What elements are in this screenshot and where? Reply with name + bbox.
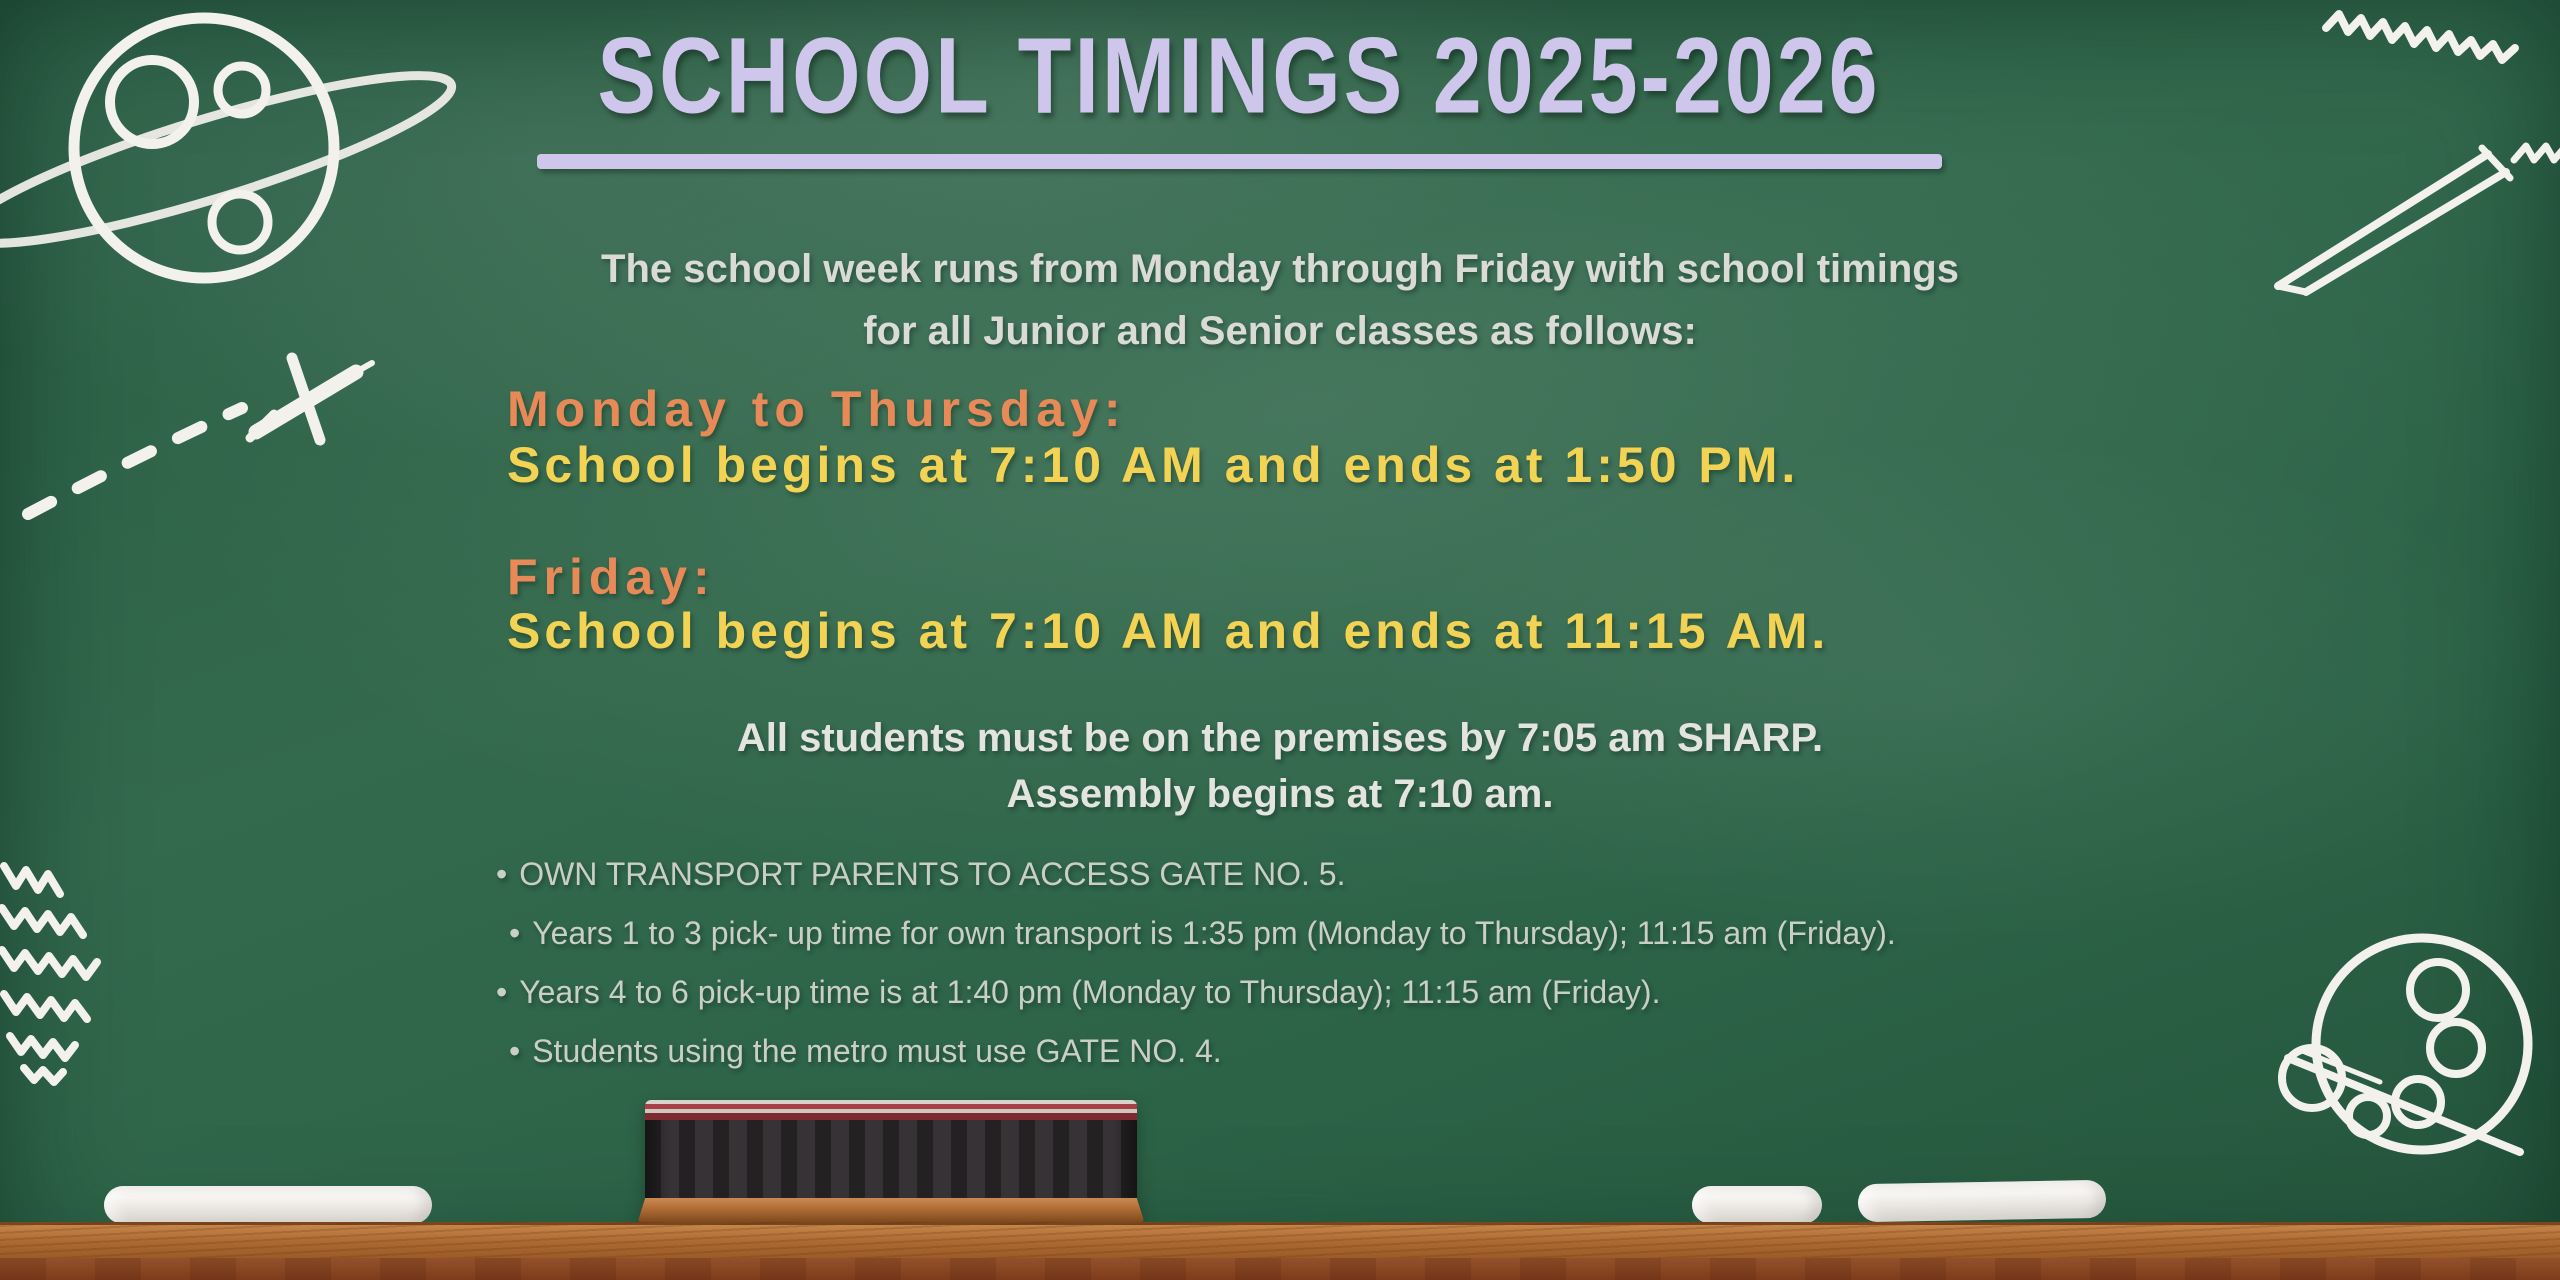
paper-plane-doodle [0, 336, 430, 636]
dashed-trail [28, 408, 242, 514]
bullet-text-2: Years 1 to 3 pick- up time for own transport is 1:35 pm (Monday to Thursday); 11:15 am (Friday). [532, 915, 1896, 951]
bullet-icon: • [509, 915, 521, 951]
notice-block [0, 710, 2560, 822]
intro-paragraph [0, 238, 2560, 362]
wood-tray [0, 1222, 2560, 1258]
bullet-icon: • [496, 856, 508, 892]
eraser-stripe-band [645, 1100, 1137, 1120]
page-title: SCHOOL TIMINGS 2025-2026 [597, 14, 1881, 136]
list-item [496, 1033, 1896, 1070]
intro-line-1: The school week runs from Monday through Friday with school timings [601, 247, 1959, 291]
schedule-detail-friday: School begins at 7:10 AM and ends at 11:15 AM. [507, 603, 1830, 659]
bullet-icon: • [509, 1033, 521, 1069]
bullet-list [496, 856, 1896, 1092]
blackboard-eraser [645, 1100, 1137, 1222]
schedule-heading-mon-thu: Monday to Thursday: [507, 381, 1127, 437]
bullet-icon: • [496, 974, 508, 1010]
eraser-wood-base [638, 1198, 1145, 1222]
intro-line-2: for all Junior and Senior classes as follows: [863, 309, 1697, 353]
bullet-text-4: Students using the metro must use GATE NO. 4. [532, 1033, 1222, 1069]
bullet-text-1: OWN TRANSPORT PARENTS TO ACCESS GATE NO. 5. [519, 856, 1346, 892]
chalk-stick-long [1858, 1180, 2107, 1222]
bullet-text-3: Years 4 to 6 pick-up time is at 1:40 pm (Monday to Thursday); 11:15 am (Friday). [519, 974, 1661, 1010]
wood-tray-front-edge [0, 1258, 2560, 1280]
shell-scribble-doodle [0, 846, 128, 1094]
schedule-detail-mon-thu: School begins at 7:10 AM and ends at 1:50 PM. [507, 437, 1800, 493]
list-item [496, 915, 1896, 952]
chalk-stick-left [104, 1186, 432, 1224]
eraser-felt [645, 1120, 1137, 1198]
chalk-stick-small [1692, 1186, 1822, 1224]
list-item [496, 974, 1896, 1011]
schedule-heading-friday: Friday: [507, 549, 716, 605]
title-underline [537, 154, 1942, 169]
palette-doodle [2260, 926, 2560, 1178]
list-item [496, 856, 1896, 893]
notice-line-1: All students must be on the premises by 7:05 am SHARP. [736, 716, 1824, 760]
title-block [0, 14, 2478, 169]
notice-line-2: Assembly begins at 7:10 am. [1006, 772, 1554, 816]
